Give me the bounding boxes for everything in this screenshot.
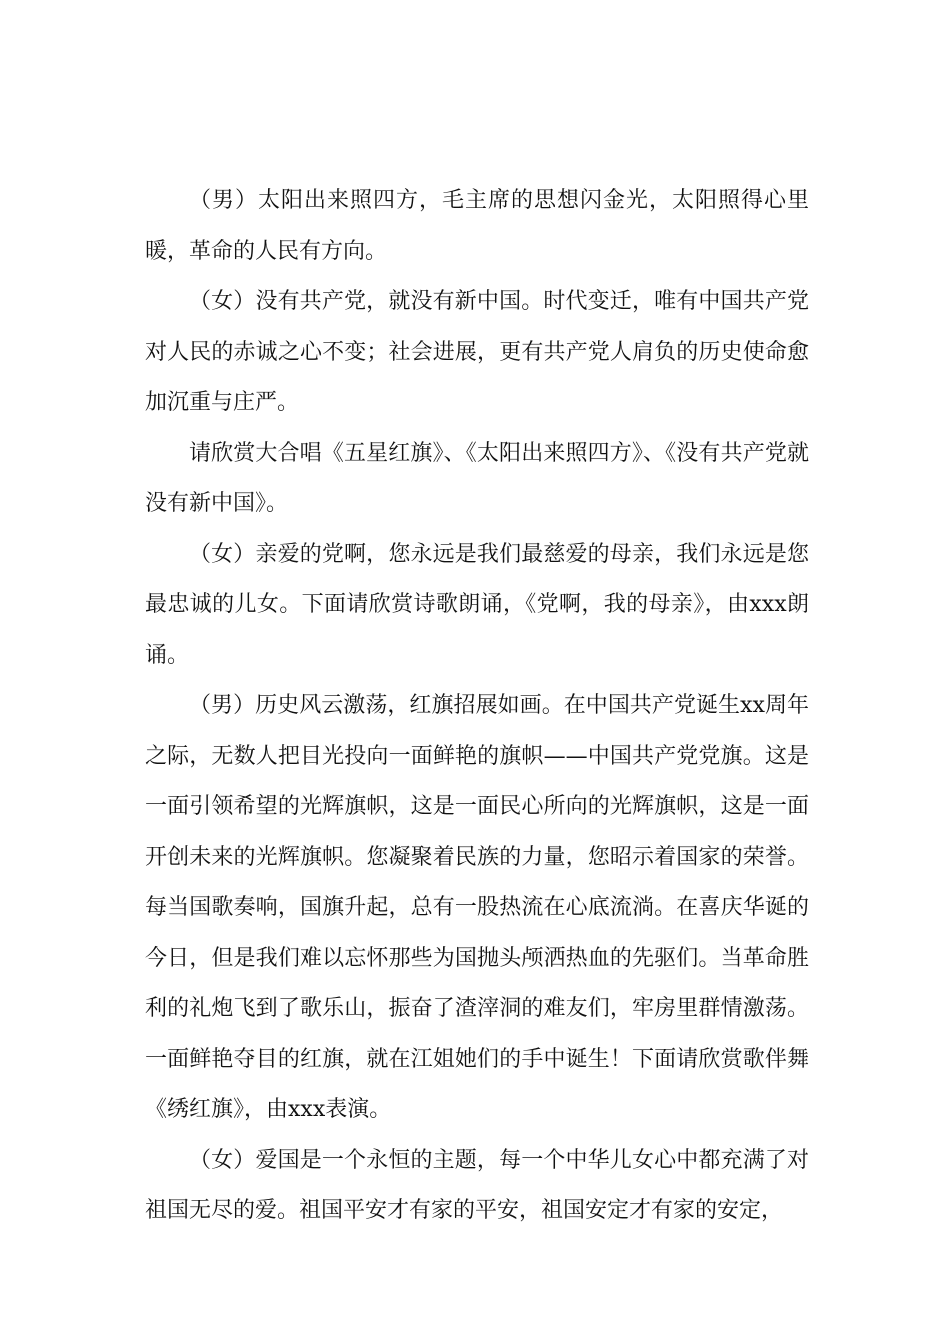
paragraph-6: （女）爱国是一个永恒的主题，每一个中华儿女心中都充满了对祖国无尽的爱。祖国平安才有家的平安，祖国安定才有家的安定， [145, 1147, 809, 1223]
paragraph-5: （男）历史风云激荡，红旗招展如画。在中国共产党诞生xx周年之际，无数人把目光投向一面鲜艳的旗帜——中国共产党党旗。这是一面引领希望的光辉旗帜，这是一面民心所向的光辉旗帜，这是一面开创未来的光辉旗帜。您凝聚着民族的力量，您昭示着国家的荣誉。每当国歌奏响，国旗升起，总有一股热流在心底流淌。在喜庆华诞的今日，但是我们难以忘怀那些为国抛头颅洒热血的先驱们。当革命胜利的礼炮飞到了歌乐山，振奋了渣滓洞的难友们，牢房里群情激荡。一面鲜艳夺目的红旗，就在江姐她们的手中诞生！下面请欣赏歌伴舞《绣红旗》，由xxx表演。 [145, 693, 809, 1122]
paragraph-2: （女）没有共产党，就没有新中国。时代变迁，唯有中国共产党对人民的赤诚之心不变；社会进展，更有共产党人肩负的历史使命愈加沉重与庄严。 [145, 289, 809, 415]
document-body [145, 176, 809, 1237]
paragraph-3: 请欣赏大合唱《五星红旗》、《太阳出来照四方》、《没有共产党就没有新中国》。 [145, 440, 809, 516]
paragraph-4: （女）亲爱的党啊，您永远是我们最慈爱的母亲，我们永远是您最忠诚的儿女。下面请欣赏诗歌朗诵，《党啊，我的母亲》，由xxx朗诵。 [145, 541, 809, 668]
paragraph-1: （男）太阳出来照四方，毛主席的思想闪金光，太阳照得心里暖，革命的人民有方向。 [145, 188, 809, 264]
